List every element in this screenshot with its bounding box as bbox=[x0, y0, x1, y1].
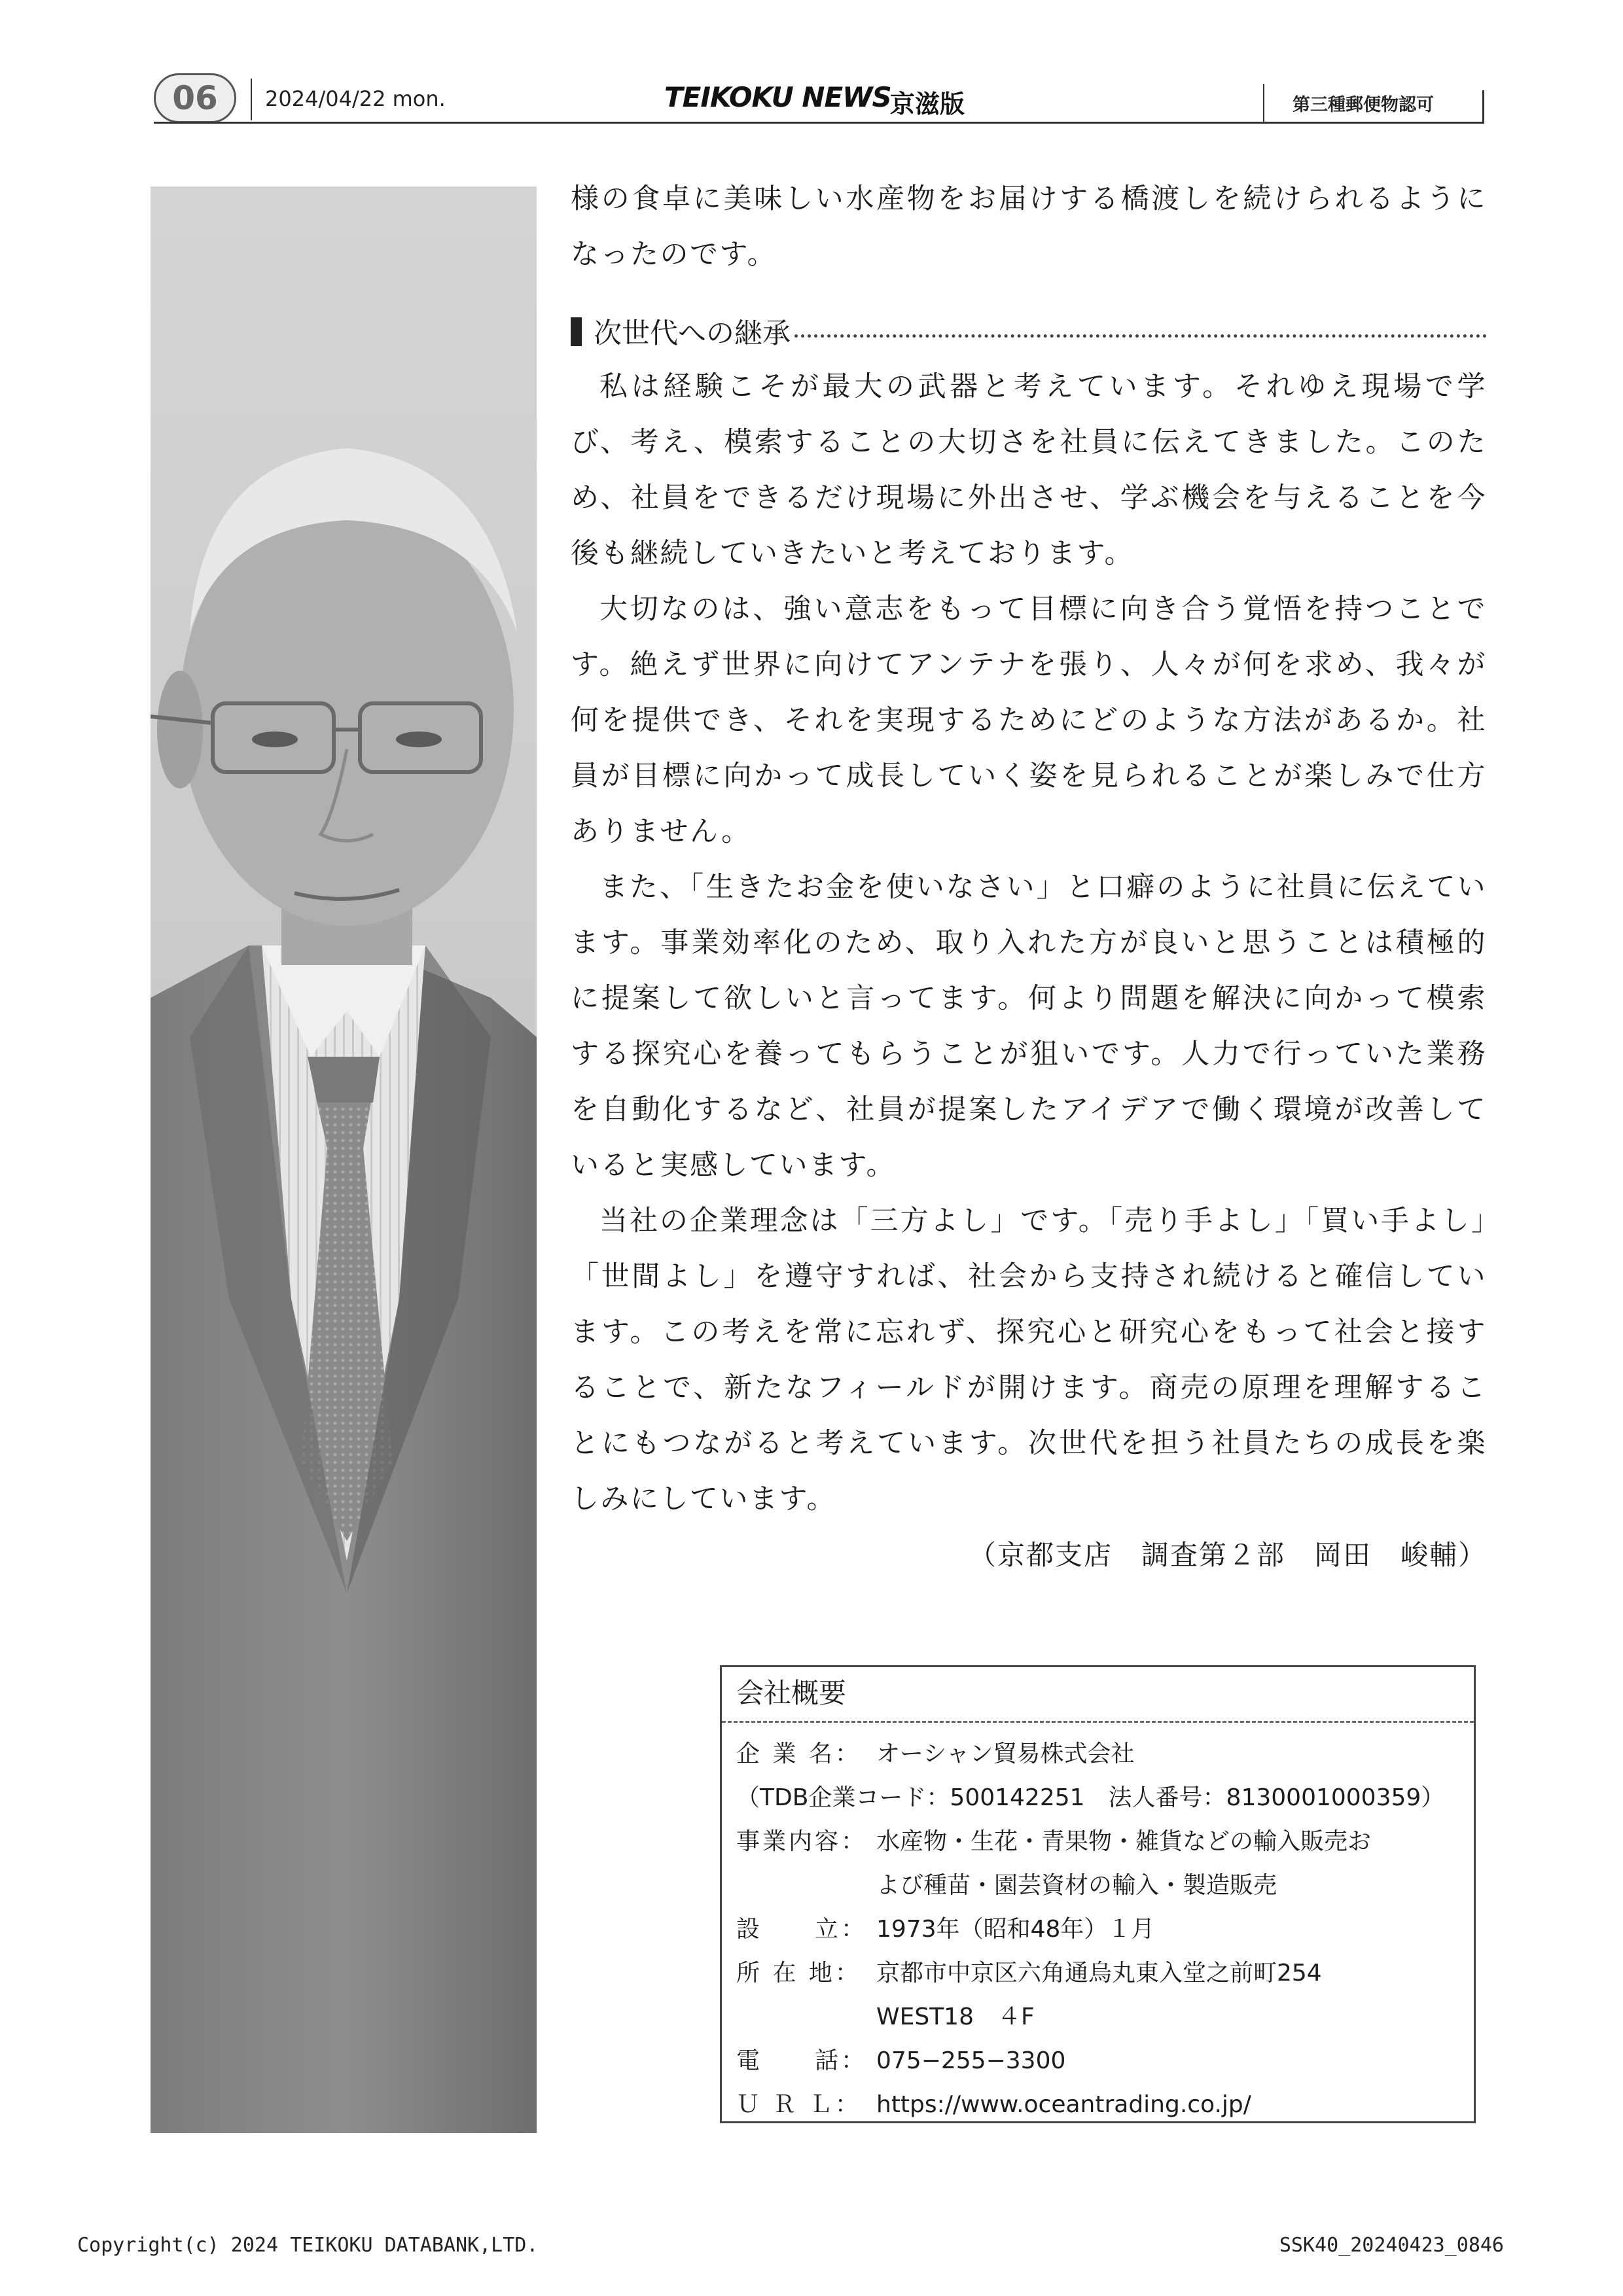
page-header bbox=[154, 71, 1486, 130]
edition-label: 京滋版 bbox=[890, 90, 965, 118]
phone-label: 電 話： bbox=[736, 2047, 868, 2074]
address-label: 所 在 地： bbox=[736, 1960, 861, 1987]
portrait-photo bbox=[151, 186, 537, 2133]
header-divider bbox=[1263, 84, 1264, 123]
company-codes: （TDB企業コード：500142251 法人番号：8130001000359） bbox=[736, 1784, 1445, 1811]
heading-dotted-leader bbox=[794, 334, 1487, 338]
intro-paragraph: 様の食卓に美味しい水産物をお届けする橋渡しを続けられるようになったのです。 bbox=[571, 183, 1487, 271]
issue-date: 2024/04/22 mon. bbox=[265, 86, 446, 111]
header-rule-cap bbox=[1482, 90, 1484, 124]
url-row bbox=[736, 2083, 1474, 2127]
company-name: オーシャン貿易株式会社 bbox=[876, 1740, 1135, 1767]
address-row-cont bbox=[736, 1995, 1474, 2039]
phone-row bbox=[736, 2039, 1474, 2083]
company-overview-box bbox=[720, 1665, 1476, 2123]
company-url-link[interactable]: https://www.oceantrading.co.jp/ bbox=[876, 2091, 1251, 2118]
business-label: 事業内容： bbox=[736, 1828, 868, 1855]
address: 京都市中京区六角通烏丸東入堂之前町254 bbox=[876, 1960, 1322, 1987]
business-description-cont: よび種苗・園芸資材の輸入・製造販売 bbox=[876, 1872, 1277, 1899]
founded-row bbox=[736, 1907, 1474, 1951]
url-label: Ｕ Ｒ Ｌ： bbox=[736, 2091, 861, 2118]
founded-date: 1973年（昭和48年）１月 bbox=[876, 1916, 1155, 1943]
body-paragraph: また、「生きたお金を使いなさい」と口癖のように社員に伝えています。事業効率化のため、取り入れた方が良いと思うことは積極的に提案して欲しいと言ってます。何より問題を解決に向かって模索する探究心を養ってもらうことが狙いです。人力で行っていた業務を自動化するなど、社員が提案したアイデアで働く環境が改善していると実感しています。 bbox=[571, 871, 1487, 1182]
address-cont: WEST18 ４F bbox=[876, 2004, 1035, 2030]
founded-label: 設 立： bbox=[736, 1916, 868, 1943]
header-divider bbox=[251, 79, 252, 120]
document-id: SSK40_20240423_0846 bbox=[1279, 2234, 1504, 2257]
phone-number: 075−255−3300 bbox=[876, 2047, 1066, 2074]
article-body bbox=[571, 171, 1487, 1583]
section-heading-text: 次世代への継承 bbox=[594, 317, 791, 350]
address-row bbox=[736, 1951, 1474, 1995]
page-number: 06 bbox=[154, 73, 236, 123]
business-description: 水産物・生花・青果物・雑貨などの輸入販売お bbox=[876, 1828, 1372, 1855]
company-codes-row bbox=[736, 1776, 1474, 1820]
body-paragraph: 私は経験こそが最大の武器と考えています。それゆえ現場で学び、考え、模索することの大切さを社員に伝えてきました。このため、社員をできるだけ現場に外出させ、学ぶ機会を与えることを今後も継続していきたいと考えております。 bbox=[571, 370, 1487, 570]
postal-permit: 第三種郵便物認可 bbox=[1293, 95, 1434, 115]
company-overview-body bbox=[722, 1723, 1474, 2127]
header-rule bbox=[154, 122, 1482, 124]
section-heading bbox=[571, 304, 1487, 359]
author-byline: （京都支店 調査第２部 岡田 峻輔） bbox=[968, 1539, 1487, 1571]
company-name-row bbox=[736, 1732, 1474, 1776]
business-row bbox=[736, 1820, 1474, 1863]
publication-title: TEIKOKU NEWS bbox=[664, 81, 891, 113]
heading-marker bbox=[571, 317, 582, 346]
copyright-notice: Copyright(c) 2024 TEIKOKU DATABANK,LTD. bbox=[77, 2234, 539, 2257]
business-row-cont bbox=[736, 1863, 1474, 1907]
company-overview-title: 会社概要 bbox=[722, 1667, 1474, 1723]
body-paragraph: 大切なのは、強い意志をもって目標に向き合う覚悟を持つことです。絶えず世界に向けてアンテナを張り、人々が何を求め、我々が何を提供でき、それを実現するためにどのような方法があるか。社員が目標に向かって成長していく姿を見られることが楽しみで仕方ありません。 bbox=[571, 593, 1487, 848]
company-name-label: 企 業 名： bbox=[736, 1740, 861, 1767]
body-paragraph: 当社の企業理念は「三方よし」です。「売り手よし」「買い手よし」「世間よし」を遵守すれば、社会から支持され続けると確信しています。この考えを常に忘れず、探究心と研究心をもって社会と接することで、新たなフィールドが開けます。商売の原理を理解することにもつながると考えています。次世代を担う社員たちの成長を楽しみにしています。 bbox=[571, 1205, 1487, 1515]
